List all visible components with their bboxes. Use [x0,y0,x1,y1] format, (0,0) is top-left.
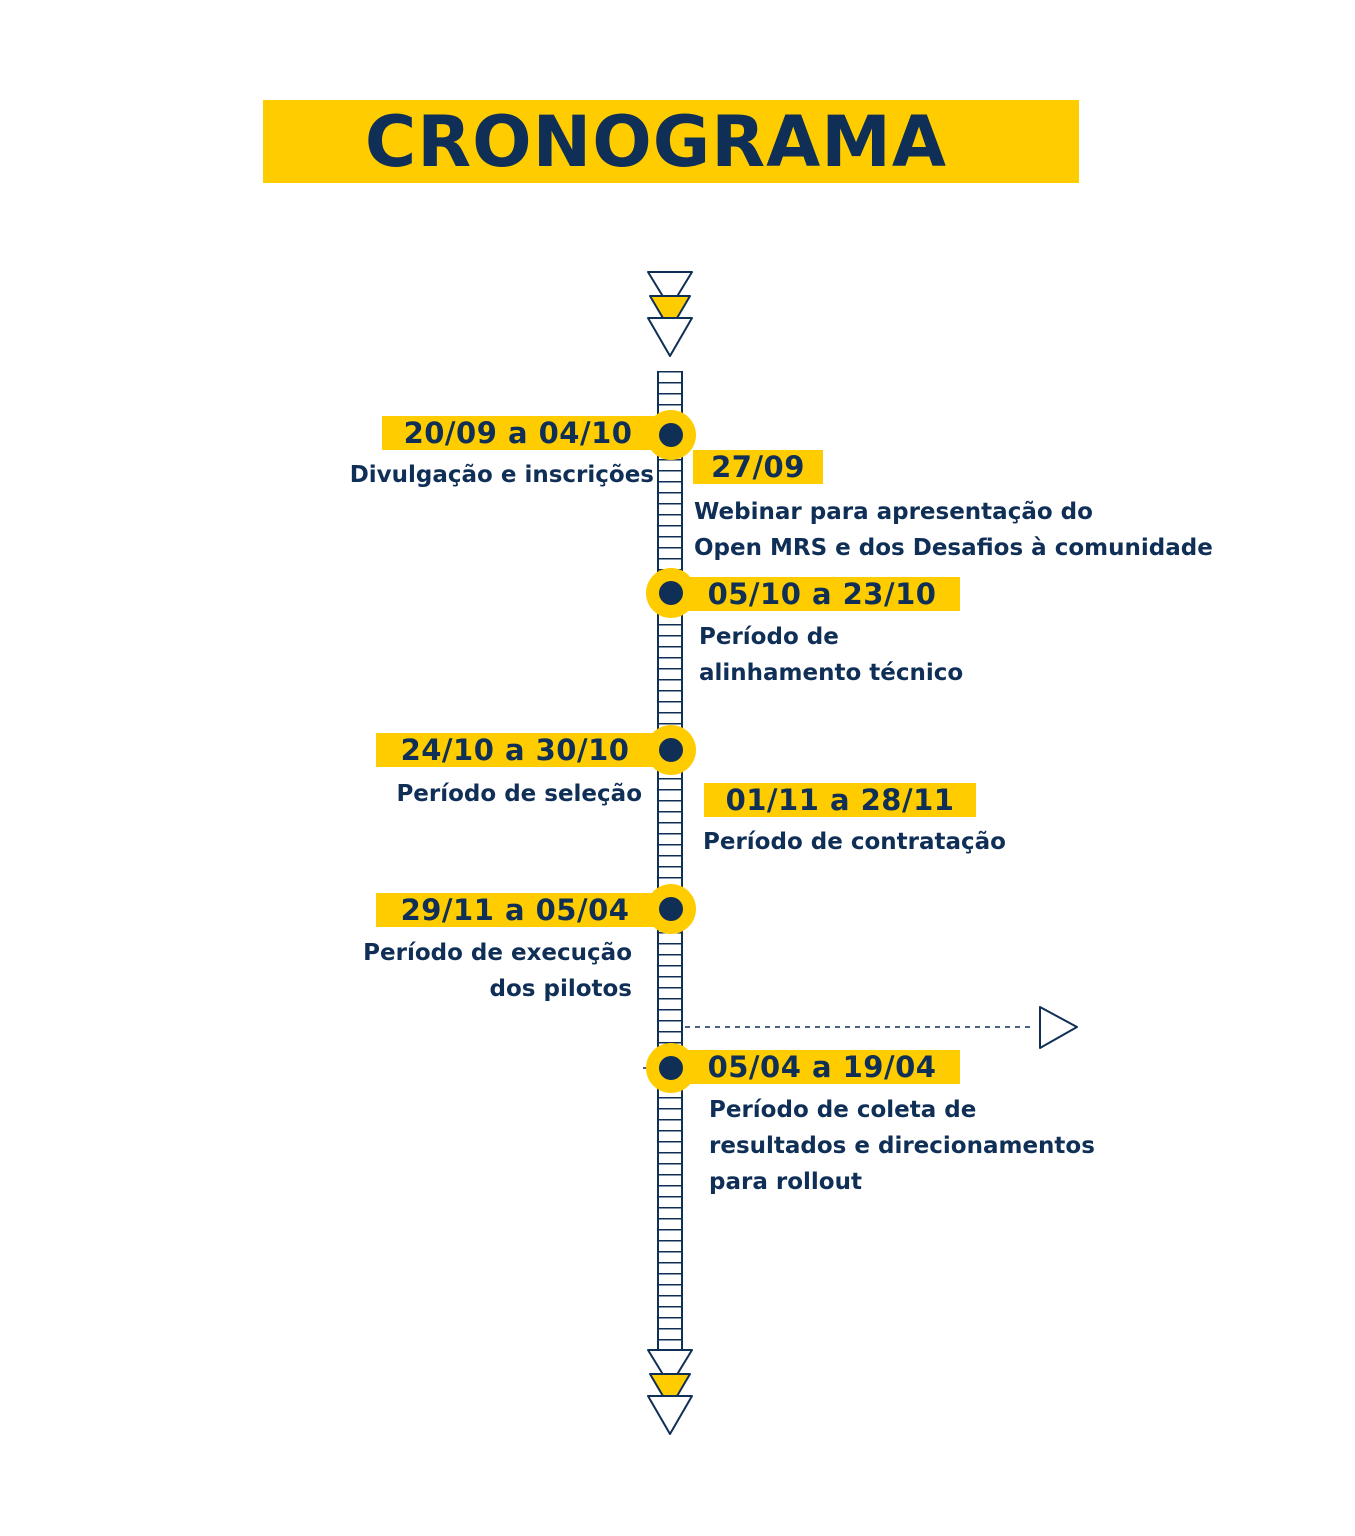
play-arrow-icon [1040,1007,1077,1048]
timeline-node-3 [646,568,696,618]
event-date-4: 24/10 a 30/10 [376,733,654,767]
event-date-7: 05/04 a 19/04 [684,1050,960,1084]
event-desc-7: Período de coleta de resultados e direcionamentos para rollout [709,1097,1095,1195]
event-date-5: 01/11 a 28/11 [704,783,976,817]
timeline-node-7 [646,1043,696,1093]
event-date-3: 05/10 a 23/10 [684,577,960,611]
event-date-6: 29/11 a 05/04 [376,893,654,927]
event-desc-5: Período de contratação [703,829,1006,855]
bottom-chevrons-icon [648,1350,692,1434]
timeline-node-1 [646,410,696,460]
page-title: CRONOGRAMA [364,100,948,183]
event-desc-6: Período de execução dos pilotos [363,940,632,1002]
event-desc-4: Período de seleção [396,781,642,807]
event-desc-1: Divulgação e inscrições [349,462,654,488]
timeline-node-4 [646,725,696,775]
timeline-ladder [657,371,683,1350]
event-desc-2: Webinar para apresentação do Open MRS e dos Desafios à comunidade [694,499,1213,561]
event-date-2: 27/09 [693,450,823,484]
event-desc-3: Período de alinhamento técnico [699,624,964,686]
top-chevrons-icon [648,272,692,356]
event-date-1: 20/09 a 04/10 [382,416,654,450]
timeline-node-6 [646,884,696,934]
